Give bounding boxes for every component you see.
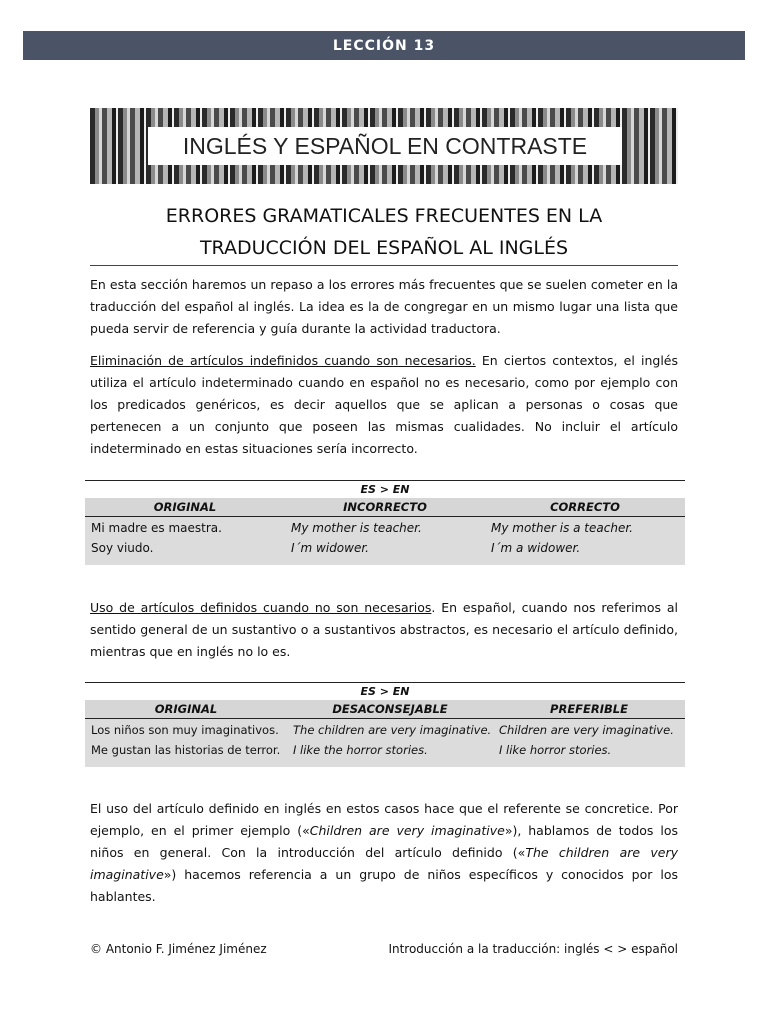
column-header-desaconsejable: DESACONSEJABLE xyxy=(332,702,448,716)
table-caption: ES > EN xyxy=(85,481,685,498)
table-row xyxy=(85,720,685,740)
section2-text: . En español, cuando nos referimos al sentido general de un sustantivo o a sustantivos abstractos, es necesario el artículo definido, mientras que en inglés no lo es. xyxy=(90,600,678,659)
section2-paragraph xyxy=(90,597,678,663)
table-header-row xyxy=(85,498,685,517)
cell-original: Soy viudo. xyxy=(91,541,154,555)
cell-preferible: Children are very imaginative. xyxy=(499,723,674,737)
conclusion-text-3: ») hacemos referencia a un grupo de niños específicos y conocidos por los hablantes. xyxy=(90,867,678,904)
table-row xyxy=(85,518,685,538)
footer-author: © Antonio F. Jiménez Jiménez xyxy=(90,942,267,956)
table-indefinite-articles xyxy=(85,480,685,565)
conclusion-text-2: »), hablamos de todos los niños en general. Con la introducción del artículo definido (« xyxy=(90,823,679,860)
table-definite-articles xyxy=(85,682,685,767)
section2-heading: Uso de artículos definidos cuando no son necesarios xyxy=(90,600,432,615)
table-caption: ES > EN xyxy=(85,683,685,700)
cell-correcto: I´m a widower. xyxy=(491,541,581,555)
cell-desaconsejable: I like the horror stories. xyxy=(293,743,428,757)
section1-heading: Eliminación de artículos indefinidos cuando son necesarios. xyxy=(90,353,476,368)
cell-original: Los niños son muy imaginativos. xyxy=(91,723,279,737)
cell-original: Mi madre es maestra. xyxy=(91,521,222,535)
table-row xyxy=(85,538,685,558)
lesson-header-bar xyxy=(23,31,745,60)
cell-correcto: My mother is a teacher. xyxy=(491,521,633,535)
table-body xyxy=(85,719,685,767)
cell-desaconsejable: The children are very imaginative. xyxy=(293,723,492,737)
conclusion-example-2: The children are very imaginative xyxy=(90,845,678,882)
page-title-line2: TRADUCCIÓN DEL ESPAÑOL AL INGLÉS xyxy=(199,237,569,259)
cell-preferible: I like horror stories. xyxy=(499,743,612,757)
title-divider xyxy=(90,265,678,266)
cell-original: Me gustan las historias de terror. xyxy=(91,743,281,757)
section1-text: En ciertos contextos, el inglés utiliza el artículo indeterminado cuando en español no es necesario, como por ejemplo con los predicados genéricos, es decir aquellos que se aplican a personas o cosas que pertenecen a un conjunto que poseen las mismas cualidades. No incluir el artículo indeterminado en estas situaciones sería incorrecto. xyxy=(90,353,679,456)
conclusion-example-1: Children are very imaginative xyxy=(309,823,505,838)
conclusion-paragraph xyxy=(90,798,678,908)
banner-title: INGLÉS Y ESPAÑOL EN CONTRASTE xyxy=(148,127,622,165)
lesson-title: LECCIÓN 13 xyxy=(332,37,436,54)
column-header-correcto: CORRECTO xyxy=(550,500,620,514)
table-body xyxy=(85,517,685,565)
cell-incorrecto: My mother is teacher. xyxy=(291,521,422,535)
cell-incorrecto: I´m widower. xyxy=(291,541,369,555)
column-header-preferible: PREFERIBLE xyxy=(550,702,628,716)
page-footer xyxy=(90,942,678,956)
page-title-line1: ERRORES GRAMATICALES FRECUENTES EN LA xyxy=(165,205,603,227)
page-title xyxy=(90,200,678,264)
table-header-row xyxy=(85,700,685,719)
intro-paragraph: En esta sección haremos un repaso a los errores más frecuentes que se suelen cometer en la traducción del español al inglés. La idea es la de congregar en un mismo lugar una lista que pueda servir de referencia y guía durante la actividad traductora. xyxy=(90,277,678,336)
column-header-incorrecto: INCORRECTO xyxy=(343,500,427,514)
table-row xyxy=(85,740,685,760)
conclusion-text-1: El uso del artículo definido en inglés en estos casos hace que el referente se concretice. Por ejemplo, en el primer ejemplo (« xyxy=(90,801,678,838)
column-header-original: ORIGINAL xyxy=(153,500,217,514)
footer-course: Introducción a la traducción: inglés < > español xyxy=(388,942,678,956)
section1-paragraph xyxy=(90,350,678,460)
column-header-original: ORIGINAL xyxy=(154,702,218,716)
banner-image xyxy=(90,108,678,184)
